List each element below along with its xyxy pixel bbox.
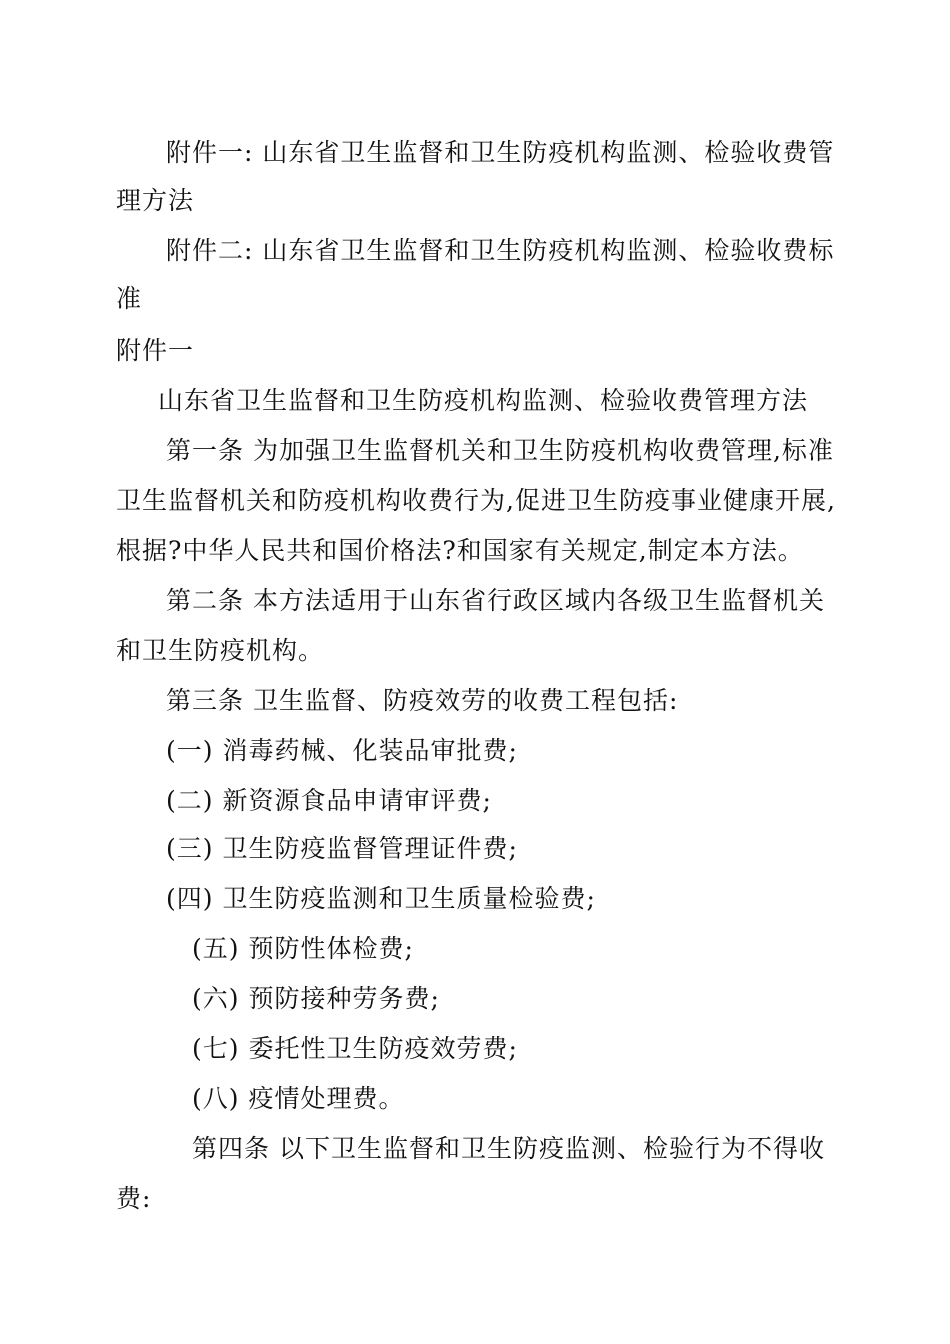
article2-line-2: 和卫生防疫机构。 — [116, 636, 325, 665]
article3-item-1: (一) 消毒药械、化装品审批费; — [166, 736, 518, 765]
attachment-list-line-3: 附件二: 山东省卫生监督和卫生防疫机构监测、检验收费标 — [166, 236, 835, 265]
attachment-list-line-1: 附件一: 山东省卫生监督和卫生防疫机构监测、检验收费管 — [166, 138, 835, 167]
article3-item-8: (八) 疫情处理费。 — [192, 1084, 405, 1113]
attachment-heading: 附件一 — [116, 336, 195, 365]
article3-item-4: (四) 卫生防疫监测和卫生质量检验费; — [166, 884, 596, 913]
document-title: 山东省卫生监督和卫生防疫机构监测、检验收费管理方法 — [158, 386, 809, 415]
article3-intro: 第三条 卫生监督、防疫效劳的收费工程包括: — [166, 686, 679, 715]
article1-line-2: 卫生监督机关和防疫机构收费行为,促进卫生防疫事业健康开展, — [116, 486, 836, 515]
attachment-list-line-4: 准 — [116, 284, 143, 313]
article1-line-3: 根据?中华人民共和国价格法?和国家有关规定,制定本方法。 — [116, 536, 804, 565]
article2-line-1: 第二条 本方法适用于山东省行政区域内各级卫生监督机关 — [166, 586, 825, 615]
article3-item-6: (六) 预防接种劳务费; — [192, 984, 440, 1013]
article3-item-2: (二) 新资源食品申请审评费; — [166, 786, 492, 815]
article3-item-5: (五) 预防性体检费; — [192, 934, 414, 963]
article1-line-1: 第一条 为加强卫生监督机关和卫生防疫机构收费管理,标准 — [166, 436, 834, 465]
article4-line-2: 费: — [116, 1184, 152, 1213]
article4-line-1: 第四条 以下卫生监督和卫生防疫监测、检验行为不得收 — [192, 1134, 825, 1163]
attachment-list-line-2: 理方法 — [116, 186, 195, 215]
article3-item-7: (七) 委托性卫生防疫效劳费; — [192, 1034, 518, 1063]
article3-item-3: (三) 卫生防疫监督管理证件费; — [166, 834, 518, 863]
